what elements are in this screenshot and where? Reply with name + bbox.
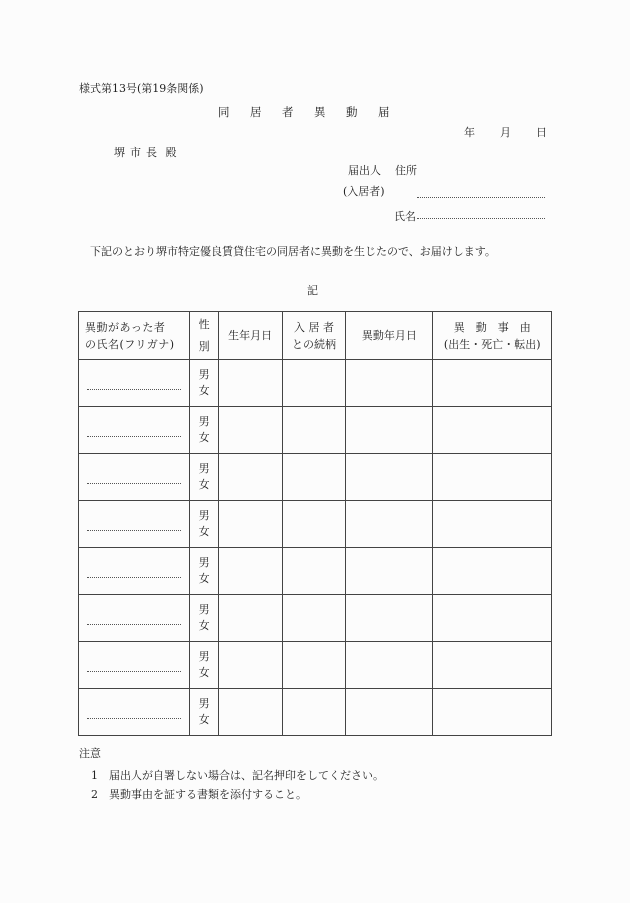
note-number: 1 [91,769,98,782]
header-gender [190,312,218,360]
header-reason-line1: 異 動 事 由 [453,320,531,334]
name-cell[interactable] [79,642,190,689]
change-date-cell[interactable] [346,595,433,642]
header-reason [433,312,552,360]
note-text: 届出人が自署しない場合は、記名押印をしてください。 [109,769,384,782]
birthdate-cell[interactable] [218,548,282,595]
address-field-line[interactable] [417,197,545,198]
gender-male[interactable]: 男 [198,462,210,475]
header-relation-line1: 入 居 者 [293,320,334,334]
ki-heading: 記 [307,284,318,297]
table-row [79,454,552,501]
gender-female[interactable]: 女 [198,572,210,585]
change-date-cell[interactable] [346,501,433,548]
gender-cell[interactable] [190,360,218,407]
title-char: 動 [346,105,358,119]
name-dotted-line [87,436,181,437]
gender-female[interactable]: 女 [198,384,210,397]
gender-female[interactable]: 女 [198,713,210,726]
header-birthdate: 生年月日 [218,312,282,360]
name-cell[interactable] [79,548,190,595]
name-cell[interactable] [79,501,190,548]
applicant-label: 届出人 [348,164,381,177]
relation-cell[interactable] [282,454,346,501]
birthdate-cell[interactable] [218,689,282,736]
gender-female[interactable]: 女 [198,619,210,632]
relation-cell[interactable] [282,407,346,454]
relation-cell[interactable] [282,548,346,595]
reason-cell[interactable] [433,595,552,642]
birthdate-cell[interactable] [218,595,282,642]
table-row [79,501,552,548]
name-dotted-line [87,577,181,578]
gender-male[interactable]: 男 [198,415,210,428]
address-label: 住所 [395,164,417,177]
title-char: 同 [218,105,230,119]
gender-female[interactable]: 女 [198,478,210,491]
addressee-char: 堺 [114,146,125,159]
note-number: 2 [91,788,98,801]
name-dotted-line [87,530,181,531]
gender-male[interactable]: 男 [198,603,210,616]
form-title [218,104,410,120]
gender-cell[interactable] [190,407,218,454]
resident-label: (入居者) [343,185,385,198]
reason-cell[interactable] [433,407,552,454]
gender-cell[interactable] [190,595,218,642]
reason-cell[interactable] [433,642,552,689]
gender-cell[interactable] [190,642,218,689]
name-dotted-line [87,624,181,625]
date-field [464,124,572,140]
name-label: 氏名 [394,210,416,223]
header-reason-line2: (出生・死亡・転出) [443,337,541,351]
gender-male[interactable]: 男 [198,368,210,381]
name-field-line[interactable] [417,218,545,219]
title-char: 異 [314,105,326,119]
header-gender-line2: 別 [198,339,210,353]
title-char: 者 [282,105,294,119]
name-dotted-line [87,718,181,719]
table-row [79,407,552,454]
change-date-cell[interactable] [346,642,433,689]
birthdate-cell[interactable] [218,501,282,548]
gender-male[interactable]: 男 [198,650,210,663]
table-row [79,689,552,736]
change-date-cell[interactable] [346,407,433,454]
date-day-label: 日 [536,126,547,139]
table-row [79,548,552,595]
date-year-label: 年 [464,126,475,139]
birthdate-cell[interactable] [218,454,282,501]
gender-female[interactable]: 女 [198,525,210,538]
name-cell[interactable] [79,454,190,501]
addressee-char: 殿 [165,146,177,159]
form-number: 様式第13号(第19条関係) [79,82,204,95]
notes-heading: 注意 [79,747,101,760]
header-change-date: 異動年月日 [346,312,433,360]
change-date-cell[interactable] [346,360,433,407]
name-dotted-line [87,671,181,672]
header-relation-line2: との続柄 [291,337,336,351]
reason-cell[interactable] [433,548,552,595]
relation-cell[interactable] [282,642,346,689]
gender-male[interactable]: 男 [198,509,210,522]
relation-cell[interactable] [282,595,346,642]
name-cell[interactable] [79,595,190,642]
header-gender-line1: 性 [198,317,210,331]
header-name [79,312,190,360]
relation-cell[interactable] [282,360,346,407]
title-char: 届 [378,105,390,119]
relation-cell[interactable] [282,501,346,548]
gender-male[interactable]: 男 [198,556,210,569]
reason-cell[interactable] [433,360,552,407]
change-date-cell[interactable] [346,548,433,595]
statement-text: 下記のとおり堺市特定優良賃貸住宅の同居者に異動を生じたので、お届けします。 [90,245,496,258]
header-name-line1: 異動があった者 [85,320,166,334]
gender-cell[interactable] [190,548,218,595]
table-row [79,360,552,407]
gender-female[interactable]: 女 [198,666,210,679]
addressee [114,144,182,160]
change-date-cell[interactable] [346,454,433,501]
addressee-char: 長 [146,146,157,159]
name-dotted-line [87,389,181,390]
name-cell[interactable] [79,407,190,454]
name-cell[interactable] [79,689,190,736]
title-char: 居 [250,105,262,119]
table-row [79,595,552,642]
reason-cell[interactable] [433,454,552,501]
reason-cell[interactable] [433,689,552,736]
name-cell[interactable] [79,360,190,407]
gender-cell[interactable] [190,501,218,548]
gender-cell[interactable] [190,454,218,501]
header-relation [282,312,346,360]
birthdate-cell[interactable] [218,360,282,407]
change-date-cell[interactable] [346,689,433,736]
addressee-char: 市 [130,146,141,159]
table-row [79,642,552,689]
header-name-line2: の氏名(フリガナ) [85,337,175,351]
reason-cell[interactable] [433,501,552,548]
note-text: 異動事由を証する書類を添付すること。 [109,788,307,801]
date-month-label: 月 [500,126,511,139]
change-table [78,311,552,736]
note-item [91,767,384,783]
gender-female[interactable]: 女 [198,431,210,444]
gender-cell[interactable] [190,689,218,736]
relation-cell[interactable] [282,689,346,736]
gender-male[interactable]: 男 [198,697,210,710]
birthdate-cell[interactable] [218,642,282,689]
note-item [91,786,307,802]
name-dotted-line [87,483,181,484]
table-header-row [79,312,552,360]
birthdate-cell[interactable] [218,407,282,454]
